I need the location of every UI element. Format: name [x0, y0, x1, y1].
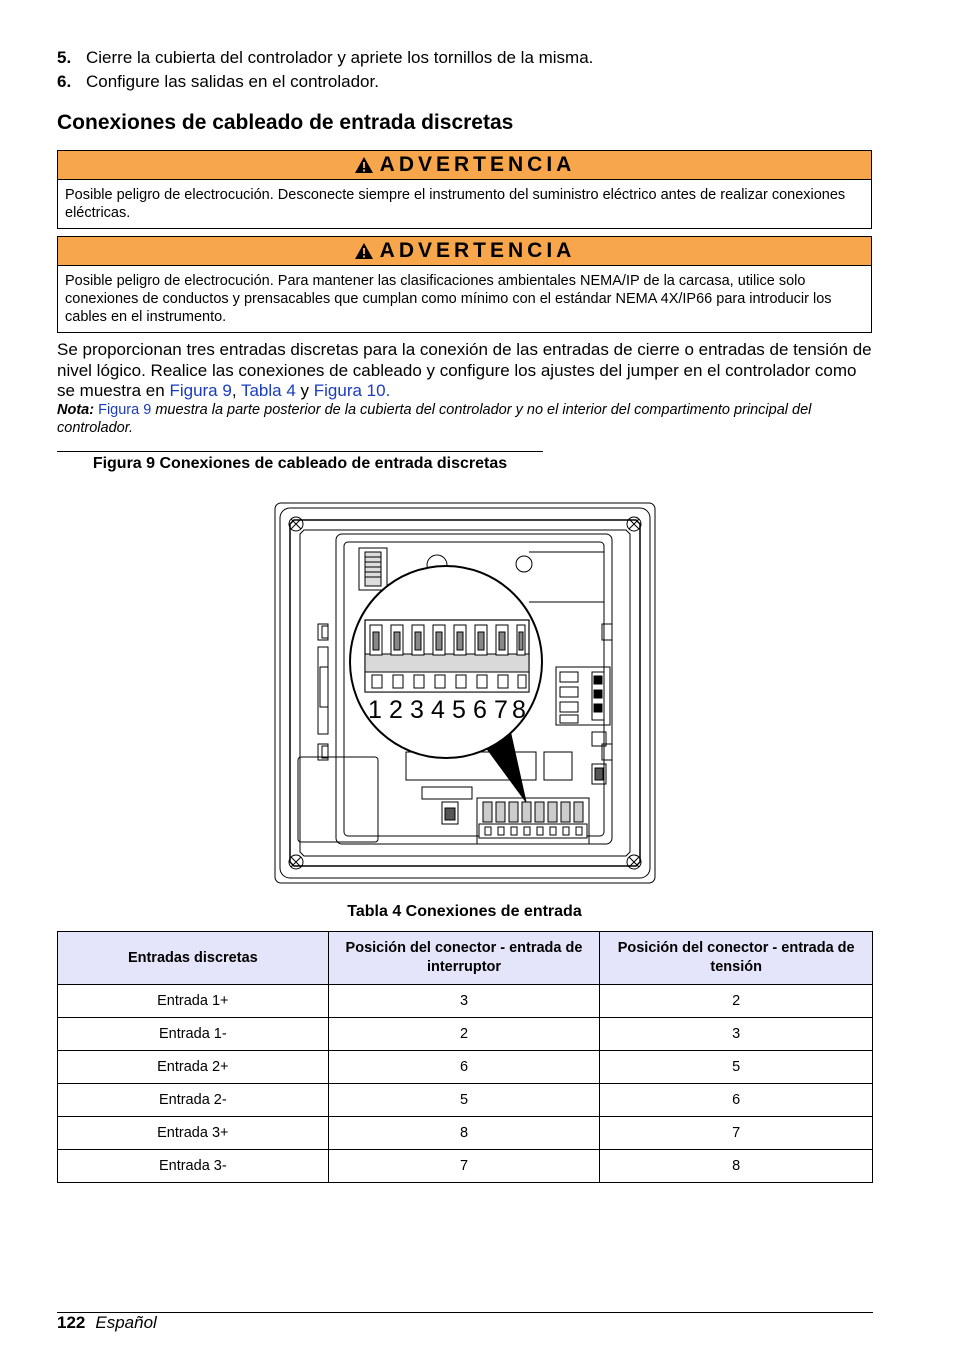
terminal-number: 8 — [512, 696, 526, 724]
controller-wiring-figure — [274, 502, 656, 884]
note-figure-9-link[interactable]: Figura 9 — [98, 402, 152, 418]
table-cell: 2 — [328, 1018, 600, 1051]
terminal-number: 7 — [494, 696, 508, 724]
step-number: 5. — [57, 48, 72, 67]
step-number: 6. — [57, 72, 72, 91]
table-cell: 6 — [600, 1084, 873, 1117]
warning-header — [58, 151, 871, 180]
warning-title: ADVERTENCIA — [379, 153, 576, 176]
figure-10-link[interactable]: Figura 10 — [313, 381, 386, 400]
table-cell: Entrada 2+ — [58, 1051, 329, 1084]
table-cell: 6 — [328, 1051, 600, 1084]
terminal-number: 2 — [389, 696, 403, 724]
warning-box — [57, 150, 872, 229]
table-row — [58, 985, 873, 1018]
table-4-link[interactable]: Tabla 4 — [240, 381, 296, 400]
warning-header — [58, 237, 871, 266]
paragraph-end: . — [385, 381, 391, 400]
table-cell: 3 — [600, 1018, 873, 1051]
figure-caption: Figura 9 Conexiones de cableado de entrada discretas — [92, 455, 508, 472]
terminal-number: 5 — [452, 696, 466, 724]
table-cell: 2 — [600, 985, 873, 1018]
figure-rule — [57, 451, 543, 452]
table-cell: Entrada 1- — [58, 1018, 329, 1051]
footer-language: Español — [95, 1313, 157, 1332]
table-row — [58, 1051, 873, 1084]
terminal-number: 1 — [368, 696, 382, 724]
warning-title: ADVERTENCIA — [379, 239, 576, 262]
warning-triangle-icon — [354, 242, 374, 260]
table-cell: Entrada 1+ — [58, 985, 329, 1018]
table-row — [58, 1150, 873, 1183]
table-row — [58, 1117, 873, 1150]
input-connections-table — [57, 931, 873, 1183]
table-row — [58, 1084, 873, 1117]
table-cell: 7 — [328, 1150, 600, 1183]
page-footer — [57, 1313, 157, 1333]
step-item — [57, 46, 877, 70]
column-header: Entradas discretas — [58, 932, 329, 985]
step-text: Cierre la cubierta del controlador y apriete los tornillos de la misma. — [86, 48, 594, 67]
column-header: Posición del conector - entrada de tensión — [600, 932, 873, 985]
page-number: 122 — [57, 1313, 86, 1332]
table-cell: 8 — [328, 1117, 600, 1150]
note-label: Nota: — [57, 402, 95, 418]
table-cell: Entrada 2- — [58, 1084, 329, 1117]
table-cell: 5 — [328, 1084, 600, 1117]
note — [57, 401, 872, 437]
separator-text: y — [295, 381, 314, 400]
step-list — [57, 46, 877, 94]
terminal-number: 6 — [473, 696, 487, 724]
warning-text: Posible peligro de electrocución. Desconecte siempre el instrumento del suministro eléctrico antes de realizar conexiones eléctricas. — [65, 187, 846, 221]
intro-paragraph — [57, 340, 872, 402]
table-cell: Entrada 3- — [58, 1150, 329, 1183]
table-cell: 5 — [600, 1051, 873, 1084]
footer-rule — [57, 1312, 873, 1313]
table-cell: 8 — [600, 1150, 873, 1183]
table-cell: Entrada 3+ — [58, 1117, 329, 1150]
terminal-number: 4 — [431, 696, 445, 724]
figure-9-link[interactable]: Figura 9 — [169, 381, 232, 400]
terminal-number: 3 — [410, 696, 424, 724]
table-cell: 3 — [328, 985, 600, 1018]
note-text: muestra la parte posterior de la cubierta del controlador y no el interior del compartimento principal del controlador. — [57, 402, 812, 436]
warning-triangle-icon — [354, 156, 374, 174]
table-header-row — [58, 932, 873, 985]
column-header: Posición del conector - entrada de interruptor — [328, 932, 600, 985]
warning-box — [57, 236, 872, 333]
table-row — [58, 1018, 873, 1051]
paragraph-text: Se proporcionan tres entradas discretas para la conexión de las entradas de cierre o entradas de tensión de nivel lógico. Realice las conexiones de cableado y configure los ajustes del jumper en el controlador como se muestra en — [57, 340, 872, 400]
warning-text: Posible peligro de electrocución. Para mantener las clasificaciones ambientales NEMA/IP de la carcasa, utilice solo conexiones de conductos y prensacables que cumplan como mínimo con el estándar NEMA 4X/IP66 para introducir los cables en el instrumento. — [65, 273, 832, 325]
separator-text: , — [231, 381, 241, 400]
step-text: Configure las salidas en el controlador. — [86, 72, 379, 91]
table-cell: 7 — [600, 1117, 873, 1150]
step-item — [57, 70, 877, 94]
section-title: Conexiones de cableado de entrada discretas — [57, 111, 514, 134]
table-caption: Tabla 4 Conexiones de entrada — [347, 903, 582, 920]
